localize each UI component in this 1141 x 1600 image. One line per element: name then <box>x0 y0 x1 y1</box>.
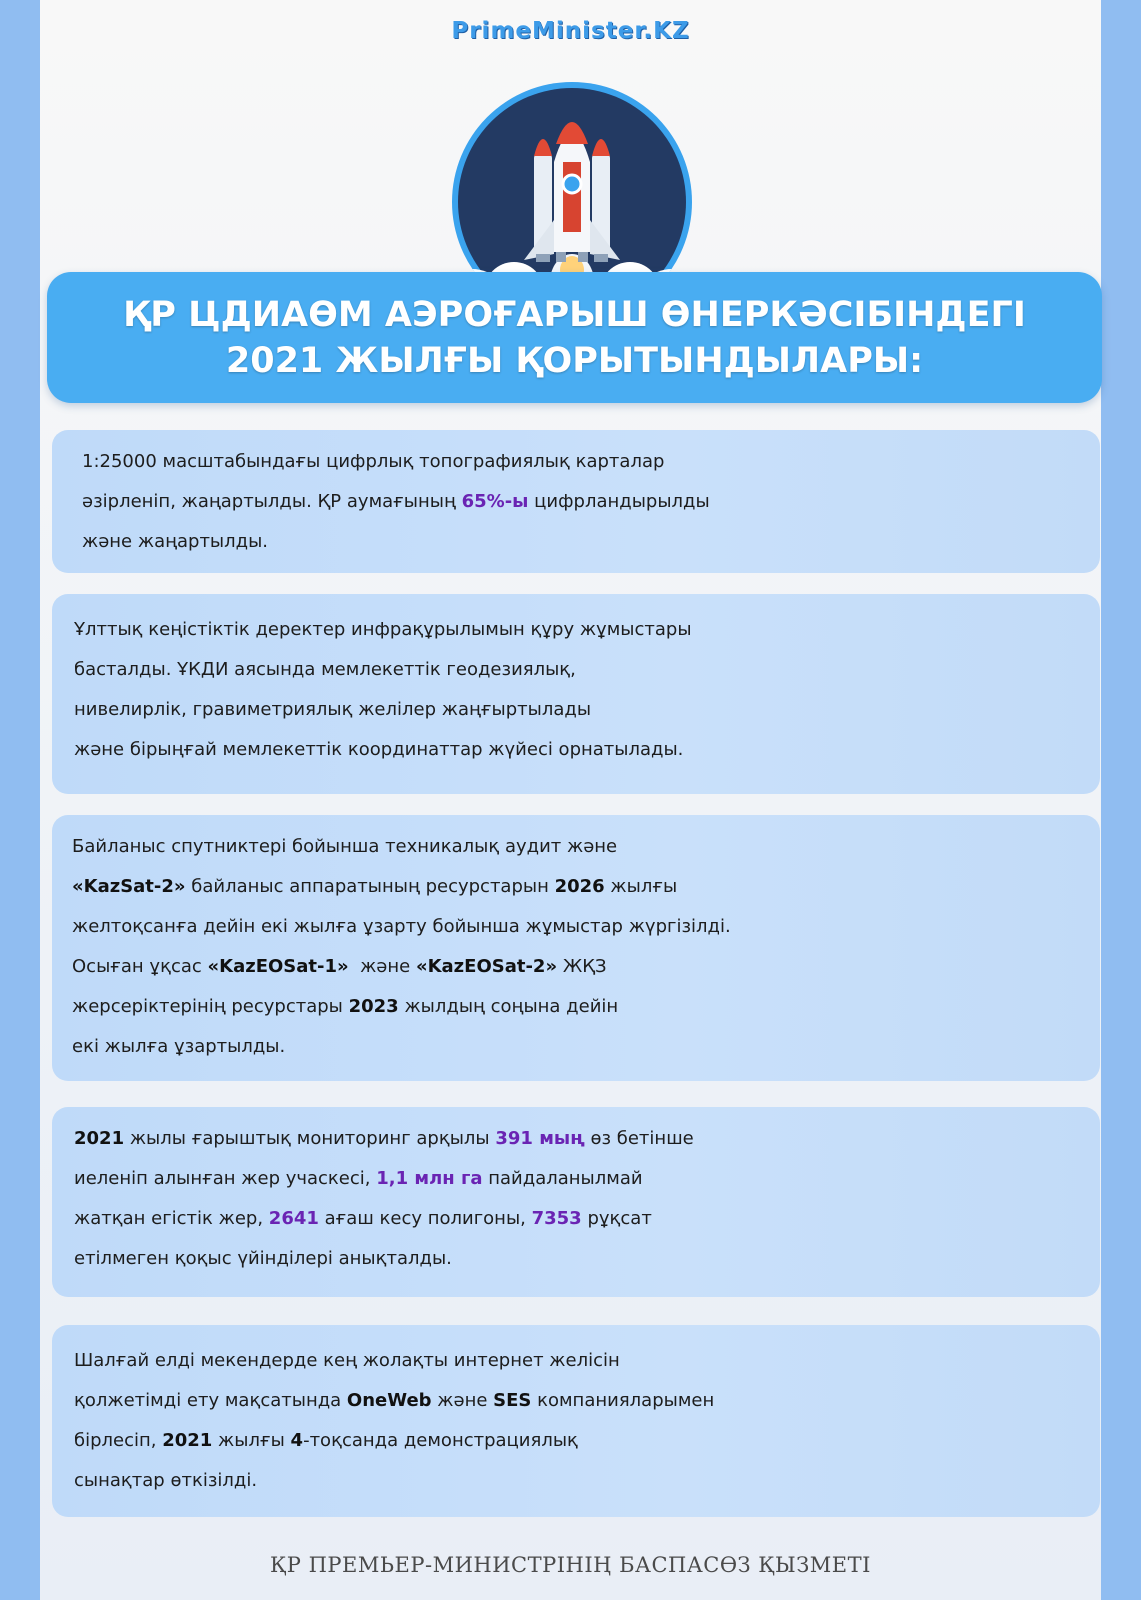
card-line: Ұлттық кеңістіктік деректер инфрақұрылымын құру жұмыстары <box>74 619 692 640</box>
company-name: SES <box>493 1390 532 1411</box>
card-line: Шалғай елді мекендерде кең жолақты интернет желісін <box>74 1350 620 1371</box>
company-name: OneWeb <box>346 1390 432 1411</box>
card-line: бірлесіп, 2021 жылғы 4-тоқсанда демонстрациялық <box>74 1430 578 1451</box>
satellite-name: «KazEOSat-2» <box>415 956 558 977</box>
info-card-topographic-maps <box>52 430 1100 573</box>
highlight-value: 391 мың <box>495 1128 585 1149</box>
card-line: 1:25000 масштабындағы цифрлық топографиялық карталар <box>82 451 665 472</box>
year-value: 2021 <box>74 1128 125 1149</box>
satellite-name: «KazEOSat-1» <box>207 956 349 977</box>
card-line: жатқан егістік жер, 2641 ағаш кесу полигоны, 7353 рұқсат <box>74 1208 652 1229</box>
card-line: Осыған ұқсас «KazEOSat-1» және «KazEOSat-2» ЖҚЗ <box>72 956 607 977</box>
left-border-stripe <box>0 0 40 1600</box>
card-line: және жаңартылды. <box>82 531 269 552</box>
card-line: әзірленіп, жаңартылды. ҚР аумағының 65%-ы цифрландырылды <box>82 491 710 512</box>
card-line: басталды. ҰКДИ аясында мемлекеттік геодезиялық, <box>74 659 576 680</box>
card-line: нивелирлік, гравиметриялық желілер жаңғыртылады <box>74 699 592 720</box>
card-line: екі жылға ұзартылды. <box>72 1036 286 1057</box>
highlight-value: 1,1 млн га <box>376 1168 483 1189</box>
satellite-name: «KazSat-2» <box>72 876 186 897</box>
highlight-value: 65%-ы <box>461 491 529 512</box>
card-line: қолжетімді ету мақсатында OneWeb және SES компанияларымен <box>74 1390 715 1411</box>
title-line-2: 2021 ЖЫЛҒЫ ҚОРЫТЫНДЫЛАРЫ: <box>225 340 924 381</box>
highlight-value: 2641 <box>268 1208 319 1229</box>
right-border-stripe <box>1101 0 1141 1600</box>
card-line: және бірыңғай мемлекеттік координаттар жүйесі орнатылады. <box>74 739 684 760</box>
year-value: 2026 <box>554 876 605 897</box>
card-line: желтоқсанға дейін екі жылға ұзарту бойынша жұмыстар жүргізілді. <box>72 916 731 937</box>
brand-logo: PrimeMinister.KZ <box>451 18 690 44</box>
title-banner <box>47 272 1102 403</box>
card-line: «KazSat-2» байланыс аппаратының ресурстарын 2026 жылғы <box>72 876 678 897</box>
footer-press-service: ҚР ПРЕМЬЕР-МИНИСТРІНІҢ БАСПАСӨЗ ҚЫЗМЕТІ <box>270 1553 871 1577</box>
info-card-broadband <box>52 1325 1100 1517</box>
quarter-value: 4 <box>290 1430 304 1451</box>
card-line: етілмеген қоқыс үйінділері анықталды. <box>74 1248 452 1269</box>
info-card-space-monitoring <box>52 1107 1100 1297</box>
info-card-satellites <box>52 815 1100 1081</box>
card-line: Байланыс спутниктері бойынша техникалық аудит және <box>72 836 618 857</box>
card-line: сынақтар өткізілді. <box>74 1470 258 1491</box>
year-value: 2023 <box>348 996 399 1017</box>
highlight-value: 7353 <box>531 1208 582 1229</box>
info-card-spatial-data <box>52 594 1100 794</box>
title-line-1: ҚР ЦДИАӨМ АЭРОҒАРЫШ ӨНЕРКӘСІБІНДЕГІ <box>123 294 1026 335</box>
year-value: 2021 <box>162 1430 213 1451</box>
card-line: 2021 жылы ғарыштық мониторинг арқылы 391 мың өз бетінше <box>74 1128 694 1149</box>
card-line: жерсеріктерінің ресурстары 2023 жылдың соңына дейін <box>72 996 619 1017</box>
card-line: иеленіп алынған жер учаскесі, 1,1 млн га пайдаланылмай <box>74 1168 643 1189</box>
